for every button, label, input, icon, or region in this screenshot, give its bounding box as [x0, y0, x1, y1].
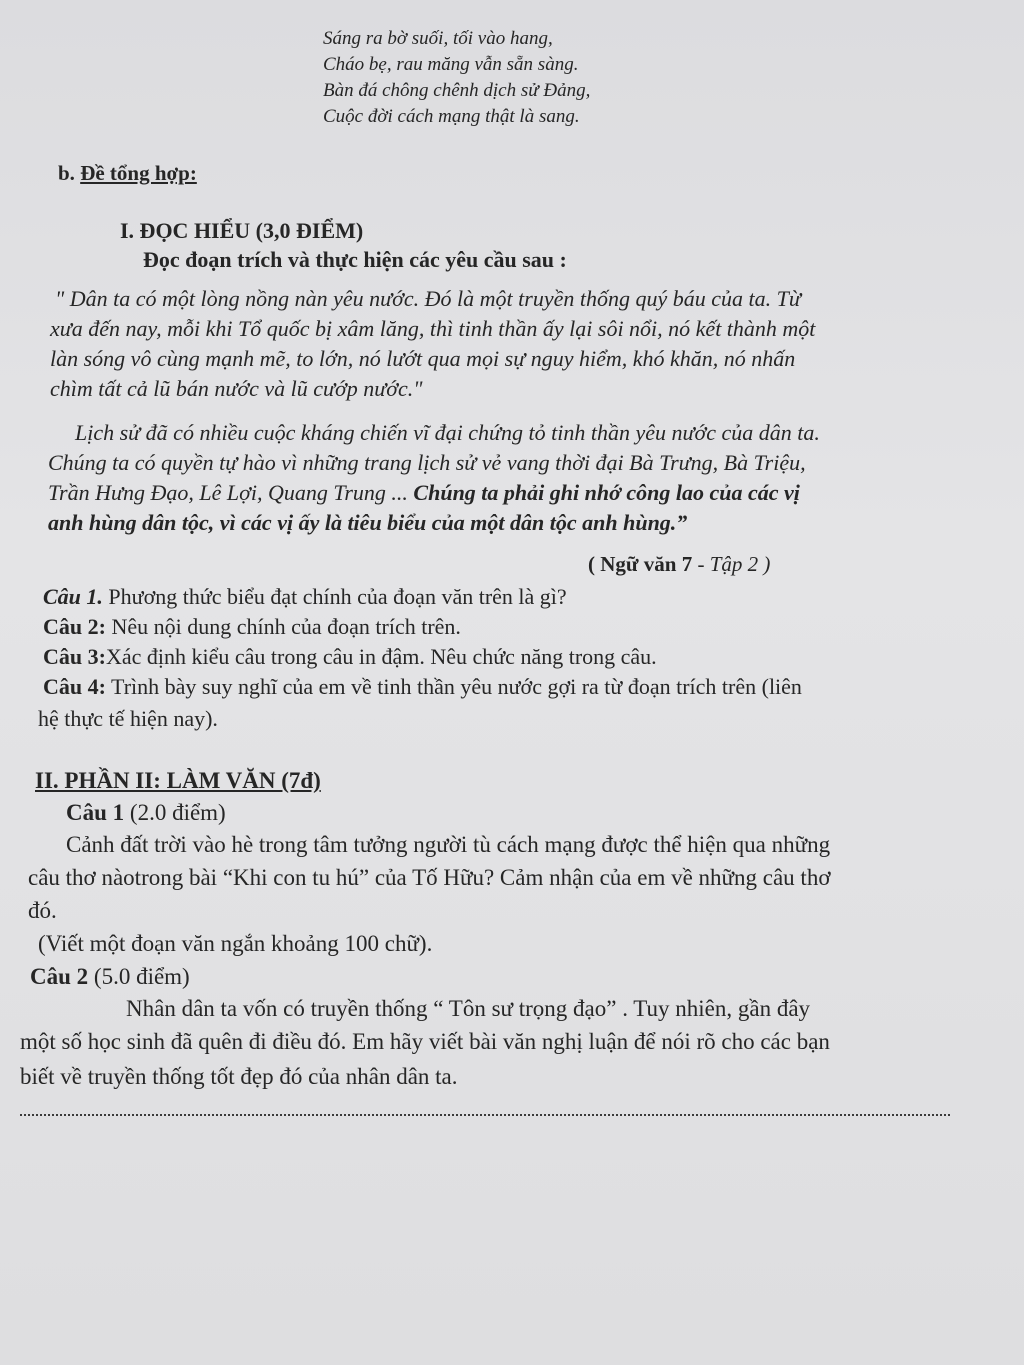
essay-line: một số học sinh đã quên đi điều đó. Em hãy viết bài văn nghị luận để nói rõ cho các bạn	[20, 1029, 830, 1054]
question-3-text: Xác định kiểu câu trong câu in đậm. Nêu chức năng trong câu.	[105, 644, 657, 669]
essay-question-2-label: Câu 2	[30, 964, 89, 989]
part1-heading: I. ĐỌC HIỂU (3,0 ĐIỂM)	[120, 218, 364, 243]
passage-bold-line: anh hùng dân tộc, vì các vị ấy là tiêu biểu của một dân tộc anh hùng.”	[48, 510, 688, 535]
quote-line: " Dân ta có một lòng nồng nàn yêu nước. Đó là một truyền thống quý báu của ta. Từ	[55, 286, 801, 311]
poem-line: Sáng ra bờ suối, tối vào hang,	[323, 28, 553, 49]
poem-line: Cuộc đời cách mạng thật là sang.	[323, 106, 580, 127]
passage-normal-text: Trần Hưng Đạo, Lê Lợi, Quang Trung ...	[48, 480, 414, 505]
essay-question-1	[66, 800, 226, 826]
dotted-separator	[20, 1114, 950, 1116]
question-3-label: Câu 3:	[43, 644, 106, 669]
section-b-title: Đề tổng hợp:	[80, 161, 197, 185]
part1-instruction: Đọc đoạn trích và thực hiện các yêu cầu sau :	[143, 247, 567, 272]
question-4-continuation: hệ thực tế hiện nay).	[38, 706, 218, 731]
essay-question-2	[30, 964, 190, 990]
essay-question-1-points: (2.0 điểm)	[124, 800, 226, 825]
passage-bold-text: Chúng ta phải ghi nhớ công lao của các vị	[413, 480, 800, 505]
quote-line: làn sóng vô cùng mạnh mẽ, to lớn, nó lướt qua mọi sự nguy hiểm, khó khăn, nó nhấn	[50, 346, 796, 371]
section-b-heading	[58, 161, 197, 186]
section-b-label: b.	[58, 161, 75, 185]
question-4-label: Câu 4:	[43, 674, 106, 699]
source-volume: - Tập 2 )	[692, 552, 771, 576]
source-book: Ngữ văn 7	[600, 552, 693, 576]
question-3	[43, 644, 657, 670]
essay-question-2-points: (5.0 điểm)	[88, 964, 190, 989]
poem-line: Bàn đá chông chênh dịch sử Đảng,	[323, 80, 591, 101]
essay-line: (Viết một đoạn văn ngắn khoảng 100 chữ).	[38, 931, 433, 956]
passage-line: Chúng ta có quyền tự hào vì những trang lịch sử vẻ vang thời đại Bà Trưng, Bà Triệu,	[48, 450, 806, 475]
essay-question-1-label: Câu 1	[66, 800, 125, 825]
question-1	[43, 584, 567, 610]
question-4	[43, 674, 802, 700]
part2-heading: II. PHẦN II: LÀM VĂN (7đ)	[35, 768, 321, 793]
essay-line: câu thơ nàotrong bài “Khi con tu hú” của Tố Hữu? Cảm nhận của em về những câu thơ	[28, 865, 831, 890]
question-1-text: Phương thức biểu đạt chính của đoạn văn trên là gì?	[102, 584, 567, 609]
question-4-text: Trình bày suy nghĩ của em về tinh thần yêu nước gợi ra từ đoạn trích trên (liên	[105, 674, 802, 699]
essay-line: đó.	[28, 898, 57, 923]
passage-line: Lịch sử đã có nhiều cuộc kháng chiến vĩ đại chứng tỏ tinh thần yêu nước của dân ta.	[75, 420, 820, 445]
source-citation	[588, 552, 770, 577]
question-2	[43, 614, 461, 640]
essay-line: Nhân dân ta vốn có truyền thống “ Tôn sư trọng đạo” . Tuy nhiên, gần đây	[126, 996, 811, 1021]
passage-line	[48, 480, 800, 506]
quote-line: chìm tất cả lũ bán nước và lũ cướp nước."	[50, 376, 423, 401]
poem-line: Cháo bẹ, rau măng vẫn sẵn sàng.	[323, 54, 579, 75]
question-2-text: Nêu nội dung chính của đoạn trích trên.	[105, 614, 461, 639]
question-2-label: Câu 2:	[43, 614, 106, 639]
quote-line: xưa đến nay, mỗi khi Tổ quốc bị xâm lăng, thì tinh thần ấy lại sôi nổi, nó kết thành một	[50, 316, 816, 341]
source-open: (	[588, 552, 601, 576]
essay-line: Cảnh đất trời vào hè trong tâm tưởng người tù cách mạng được thể hiện qua những	[66, 832, 831, 857]
question-1-label: Câu 1.	[43, 584, 103, 609]
essay-line: biết về truyền thống tốt đẹp đó của nhân dân ta.	[20, 1064, 458, 1089]
